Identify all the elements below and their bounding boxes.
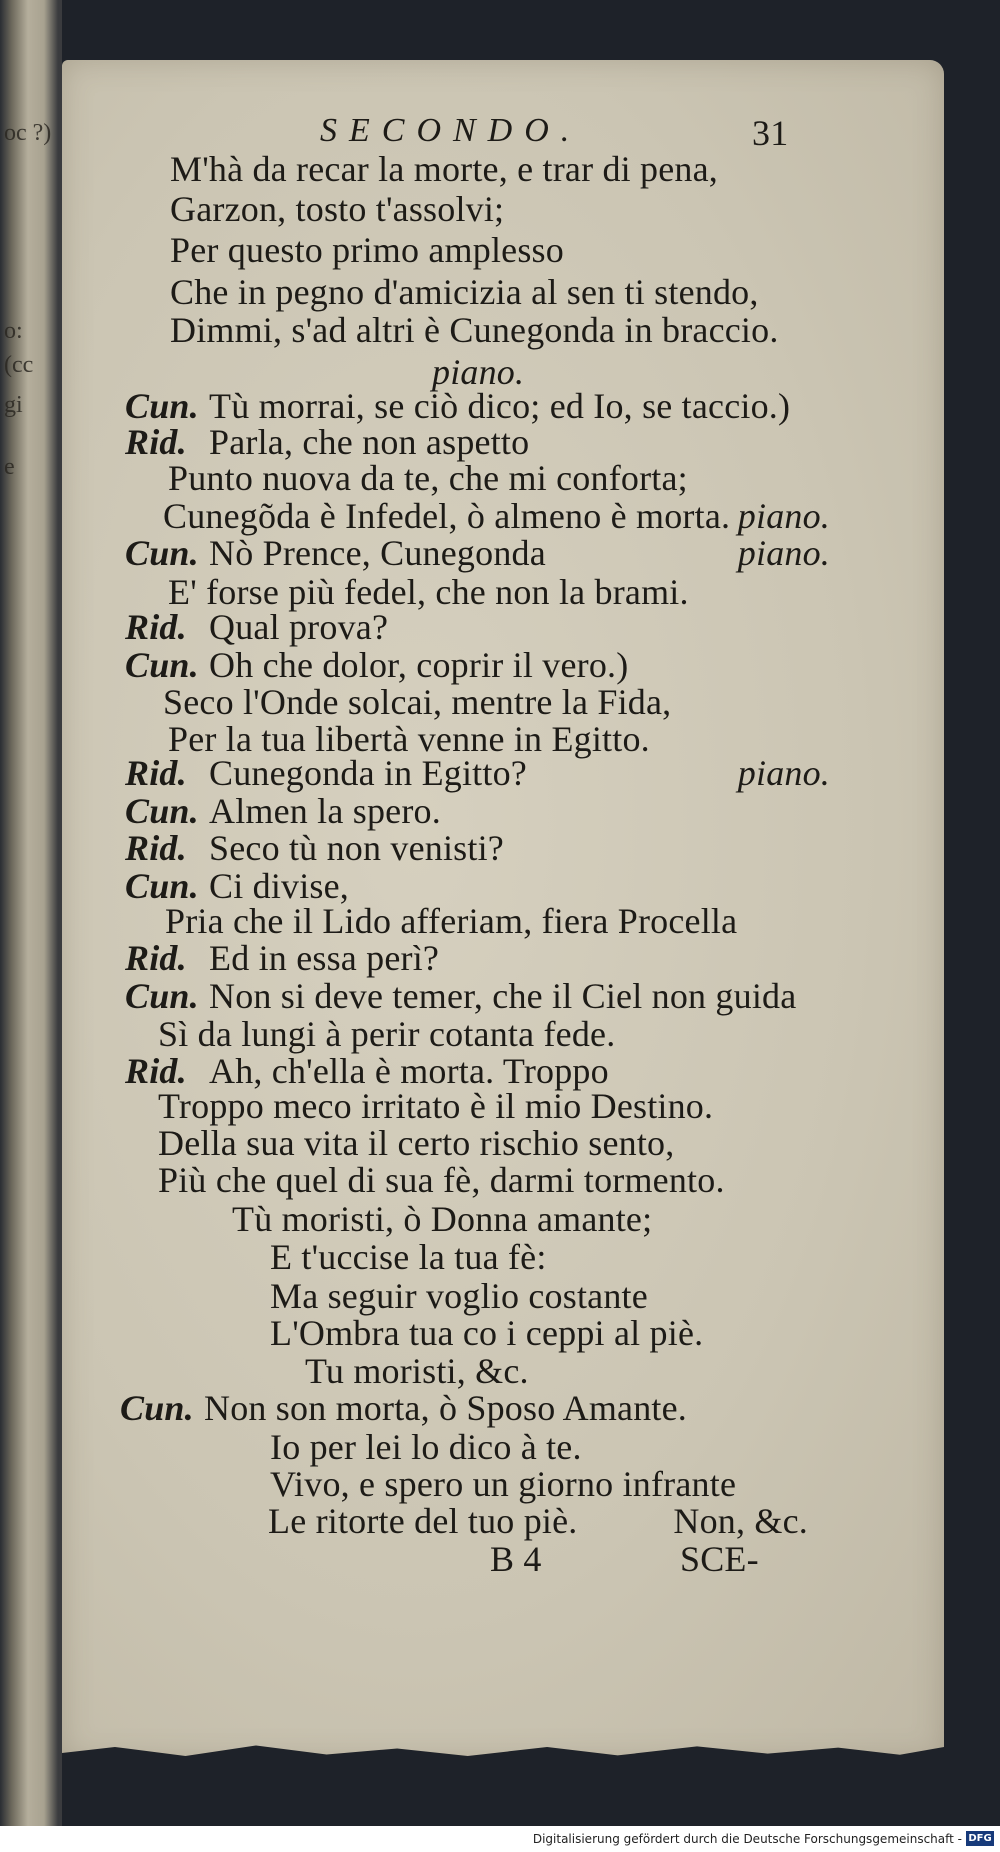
catchword: SCE-: [680, 1539, 759, 1579]
verse-line: [305, 1350, 529, 1392]
line-text: Punto nuova da te, che mi conforta;: [168, 458, 688, 498]
line-text: Io per lei lo dico à te.: [270, 1427, 582, 1467]
verse-line: [125, 644, 628, 686]
line-text: Della sua vita il certo rischio sento,: [158, 1123, 675, 1163]
verse-line: [120, 1387, 687, 1429]
speaker-label: Rid.: [125, 938, 187, 978]
verse-line: [270, 1463, 736, 1505]
line-text: Qual prova?: [209, 607, 389, 647]
speaker-label: Cun.: [125, 533, 199, 573]
verse-line: [170, 271, 759, 313]
left-page-fragment: o:: [4, 318, 23, 344]
dfg-logo: DFG: [966, 1831, 994, 1846]
verse-line: [170, 148, 718, 190]
line-text: Non son morta, ò Sposo Amante.: [204, 1388, 687, 1428]
speaker-label: Cun.: [125, 866, 199, 906]
line-text: Per questo primo amplesso: [170, 230, 564, 270]
verse-line: [125, 975, 796, 1017]
line-text: Ma seguir voglio costante: [270, 1276, 648, 1316]
verse-line: [163, 495, 730, 537]
line-text: Ah, ch'ella è morta. Troppo: [209, 1051, 609, 1091]
stage-direction: Non, &c.: [673, 1501, 808, 1541]
verse-line: [158, 1122, 674, 1164]
speaker-label: Cun.: [125, 645, 199, 685]
line-text: piano.: [432, 352, 525, 392]
verse-line: [270, 1236, 547, 1278]
line-text: Pria che il Lido afferiam, fiera Procella: [165, 901, 738, 941]
verse-line: [168, 457, 688, 499]
line-text: Dimmi, s'ad altri è Cunegonda in braccio.: [170, 310, 779, 350]
line-text: E' forse più fedel, che non la brami.: [168, 572, 689, 612]
signature-mark: B 4: [490, 1539, 542, 1579]
verse-line: [158, 1159, 725, 1201]
stage-direction: piano.: [737, 753, 830, 793]
speaker-label: Cun.: [125, 976, 199, 1016]
speaker-label: Rid.: [125, 1051, 187, 1091]
left-page-fragment: oc ?): [4, 120, 52, 146]
line-text: Nò Prence, Cunegonda: [209, 533, 546, 573]
verse-line: [270, 1312, 703, 1354]
left-page-fragment: gi: [4, 392, 23, 418]
speaker-label: Cun.: [125, 791, 199, 831]
verse-line: [158, 1085, 713, 1127]
speaker-label: Cun.: [120, 1388, 194, 1428]
verse-line: [165, 900, 737, 942]
line-text: Parla, che non aspetto: [209, 422, 530, 462]
verse-line: [125, 827, 504, 869]
line-text: Più che quel di sua fè, darmi tormento.: [158, 1160, 725, 1200]
verse-line: [170, 229, 564, 271]
line-text: Seco tù non venisti?: [209, 828, 504, 868]
speaker-label: Rid.: [125, 828, 187, 868]
verse-line: [158, 1013, 615, 1055]
line-text: Seco l'Onde solcai, mentre la Fida,: [163, 682, 672, 722]
verse-line: [232, 1198, 652, 1240]
page-header-title: SECONDO.: [320, 112, 582, 149]
line-text: Ed in essa perì?: [209, 938, 440, 978]
adjacent-page-edge: [0, 0, 62, 1852]
verse-line: [268, 1500, 578, 1542]
line-text: Ci divise,: [209, 866, 350, 906]
verse-line: [125, 532, 546, 574]
verse-line: [125, 790, 441, 832]
line-text: Per la tua libertà venne in Egitto.: [168, 719, 650, 759]
line-text: Oh che dolor, coprir il vero.): [209, 645, 629, 685]
line-text: Troppo meco irritato è il mio Destino.: [158, 1086, 714, 1126]
verse-line: [163, 681, 671, 723]
line-text: Almen la spero.: [209, 791, 441, 831]
speaker-label: Rid.: [125, 422, 187, 462]
verse-line: [170, 188, 504, 230]
line-text: Sì da lungi à perir cotanta fede.: [158, 1014, 616, 1054]
line-text: Cunegõda è Infedel, ò almeno è morta.: [163, 496, 731, 536]
verse-line: [125, 937, 439, 979]
line-text: Non si deve temer, che il Ciel non guida: [209, 976, 797, 1016]
left-page-fragment: e: [4, 454, 15, 480]
line-text: Le ritorte del tuo piè.: [268, 1501, 578, 1541]
verse-line: [270, 1426, 582, 1468]
speaker-label: Rid.: [125, 753, 187, 793]
speaker-label: Cun.: [125, 386, 199, 426]
verse-line: [125, 606, 388, 648]
line-text: M'hà da recar la morte, e trar di pena,: [170, 149, 719, 189]
verse-line: [125, 752, 527, 794]
line-text: Cunegonda in Egitto?: [209, 753, 527, 793]
line-text: E t'uccise la tua fè:: [270, 1237, 547, 1277]
digitization-notice: Digitalisierung gefördert durch die Deutsche Forschungsgemeinschaft -: [532, 1832, 962, 1846]
page-number: 31: [752, 113, 789, 153]
stage-direction: piano.: [737, 533, 830, 573]
verse-line: [270, 1275, 648, 1317]
left-page-fragment: (cc: [4, 352, 34, 378]
stage-direction: piano.: [737, 496, 830, 536]
line-text: Vivo, e spero un giorno infrante: [270, 1464, 737, 1504]
line-text: Tù moristi, ò Donna amante;: [232, 1199, 653, 1239]
speaker-label: Rid.: [125, 607, 187, 647]
verse-line: [170, 309, 779, 351]
line-text: Tu moristi, &c.: [305, 1351, 529, 1391]
line-text: Garzon, tosto t'assolvi;: [170, 189, 505, 229]
line-text: L'Ombra tua co i ceppi al piè.: [270, 1313, 704, 1353]
line-text: Che in pegno d'amicizia al sen ti stendo,: [170, 272, 759, 312]
line-text: Tù morrai, se ciò dico; ed Io, se taccio.): [209, 386, 791, 426]
